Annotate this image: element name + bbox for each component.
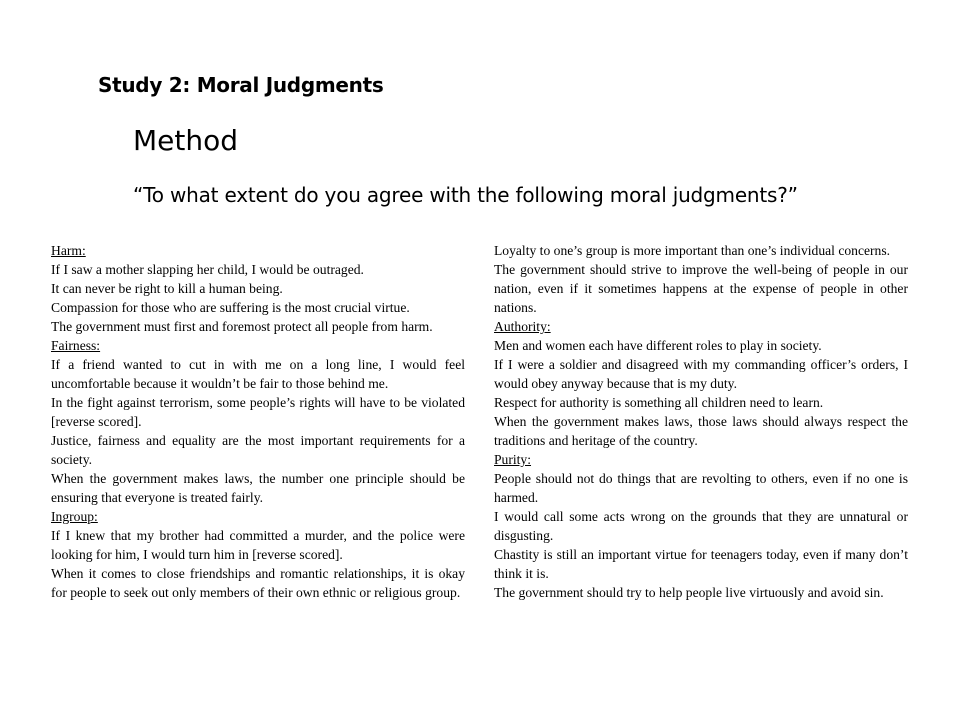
purity-item: People should not do things that are revolting to others, even if no one is harmed. [494,471,908,505]
harm-item: The government must first and foremost protect all people from harm. [51,319,433,334]
method-heading: Method [133,124,239,157]
fairness-item: If a friend wanted to cut in with me on a long line, I would feel uncomfortable because it wouldn’t be fair to those behind me. [51,357,465,391]
harm-heading: Harm: [51,243,86,258]
fairness-item: When the government makes laws, the number one principle should be ensuring that everyone is treated fairly. [51,471,465,505]
survey-question: “To what extent do you agree with the following moral judgments?” [133,183,798,207]
authority-item: When the government makes laws, those laws should always respect the traditions and heritage of the country. [494,414,908,448]
ingroup-item: The government should strive to improve the well-being of people in our nation, even if it sometimes happens at the expense of people in other nations. [494,262,908,315]
purity-item: I would call some acts wrong on the grounds that they are unnatural or disgusting. [494,509,908,543]
fairness-item: In the fight against terrorism, some people’s rights will have to be violated [reverse scored]. [51,395,465,429]
fairness-heading: Fairness: [51,338,101,353]
authority-heading: Authority: [494,319,551,334]
items-right-column [494,241,908,602]
ingroup-item: When it comes to close friendships and romantic relationships, it is okay for people to seek out only members of their own ethnic or religious group. [51,566,465,600]
ingroup-item: If I knew that my brother had committed a murder, and the police were looking for him, I would turn him in [reverse scored]. [51,528,465,562]
harm-item: If I saw a mother slapping her child, I would be outraged. [51,262,364,277]
purity-item: Chastity is still an important virtue for teenagers today, even if many don’t think it is. [494,547,908,581]
fairness-item: Justice, fairness and equality are the most important requirements for a society. [51,433,465,467]
slide-title: Study 2: Moral Judgments [98,73,384,97]
authority-item: If I were a soldier and disagreed with my commanding officer’s orders, I would obey anyway because that is my duty. [494,357,908,391]
ingroup-heading: Ingroup: [51,509,98,524]
ingroup-item: Loyalty to one’s group is more important than one’s individual concerns. [494,243,891,258]
harm-item: It can never be right to kill a human being. [51,281,283,296]
purity-item: The government should try to help people live virtuously and avoid sin. [494,585,884,600]
items-left-column [51,241,465,602]
purity-heading: Purity: [494,452,532,467]
authority-item: Respect for authority is something all children need to learn. [494,395,824,410]
authority-item: Men and women each have different roles to play in society. [494,338,822,353]
harm-item: Compassion for those who are suffering is the most crucial virtue. [51,300,410,315]
